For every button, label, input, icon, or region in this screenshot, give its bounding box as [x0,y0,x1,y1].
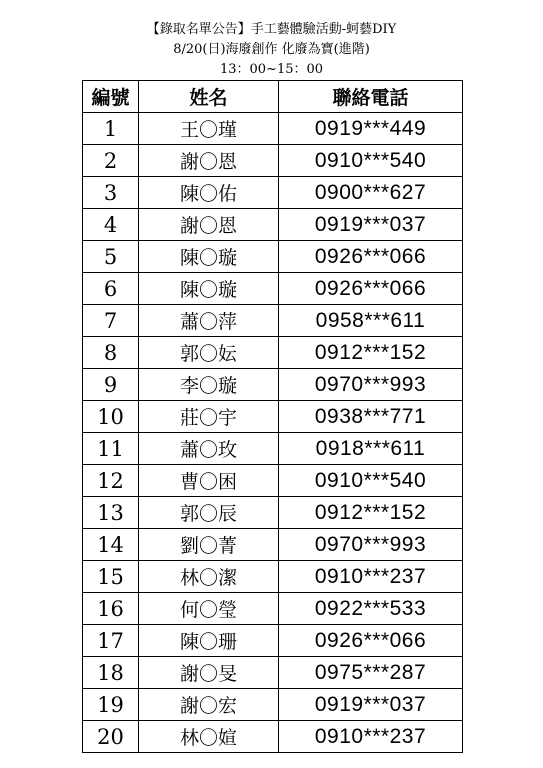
participant-name: 李〇璇 [139,369,279,401]
contact-phone: 0958***611 [279,305,463,337]
participant-name: 王〇瑾 [139,113,279,145]
table-row [83,689,463,721]
table-header-row [83,81,463,113]
row-number: 7 [83,305,139,337]
row-number: 4 [83,209,139,241]
contact-phone: 0938***771 [279,401,463,433]
participant-name: 莊〇宇 [139,401,279,433]
row-number: 16 [83,593,139,625]
table-body [83,113,463,753]
contact-phone: 0910***540 [279,145,463,177]
participant-name: 郭〇辰 [139,497,279,529]
row-number: 14 [83,529,139,561]
column-header-phone: 聯絡電話 [279,81,463,113]
table-row [83,273,463,305]
contact-phone: 0910***237 [279,721,463,753]
row-number: 20 [83,721,139,753]
participant-name: 曹〇困 [139,465,279,497]
contact-phone: 0918***611 [279,433,463,465]
table-row [83,145,463,177]
participant-name: 郭〇妘 [139,337,279,369]
contact-phone: 0926***066 [279,241,463,273]
row-number: 9 [83,369,139,401]
contact-phone: 0919***037 [279,689,463,721]
table-row [83,561,463,593]
row-number: 2 [83,145,139,177]
row-number: 5 [83,241,139,273]
row-number: 19 [83,689,139,721]
contact-phone: 0919***449 [279,113,463,145]
table-row [83,721,463,753]
event-session: 8/20(日)海廢創作 化廢為寶(進階) [173,42,370,57]
row-number: 13 [83,497,139,529]
admission-list-table [82,80,463,753]
table-row [83,593,463,625]
row-number: 17 [83,625,139,657]
row-number: 3 [83,177,139,209]
contact-phone: 0926***066 [279,625,463,657]
contact-phone: 0926***066 [279,273,463,305]
participant-name: 陳〇珊 [139,625,279,657]
participant-name: 陳〇璇 [139,241,279,273]
table-row [83,657,463,689]
table-row [83,305,463,337]
participant-name: 蕭〇萍 [139,305,279,337]
row-number: 12 [83,465,139,497]
row-number: 8 [83,337,139,369]
row-number: 18 [83,657,139,689]
table-row [83,529,463,561]
participant-name: 謝〇恩 [139,145,279,177]
participant-name: 何〇瑩 [139,593,279,625]
table-row [83,241,463,273]
participant-name: 謝〇恩 [139,209,279,241]
participant-name: 謝〇旻 [139,657,279,689]
table-row [83,369,463,401]
table-row [83,433,463,465]
table-row [83,497,463,529]
row-number: 11 [83,433,139,465]
row-number: 1 [83,113,139,145]
contact-phone: 0919***037 [279,209,463,241]
participant-name: 劉〇菁 [139,529,279,561]
announcement-title: 【錄取名單公告】手工藝體驗活動-蚵藝DIY [146,22,397,37]
row-number: 10 [83,401,139,433]
announcement-header [0,20,543,80]
table-row [83,209,463,241]
participant-name: 陳〇佑 [139,177,279,209]
contact-phone: 0975***287 [279,657,463,689]
contact-phone: 0910***237 [279,561,463,593]
table-row [83,465,463,497]
column-header-name: 姓名 [139,81,279,113]
contact-phone: 0970***993 [279,369,463,401]
contact-phone: 0970***993 [279,529,463,561]
table-row [83,625,463,657]
participant-name: 林〇潔 [139,561,279,593]
participant-name: 謝〇宏 [139,689,279,721]
contact-phone: 0910***540 [279,465,463,497]
column-header-number: 編號 [83,81,139,113]
contact-phone: 0922***533 [279,593,463,625]
row-number: 6 [83,273,139,305]
row-number: 15 [83,561,139,593]
table-row [83,177,463,209]
event-time: 13：00~15：00 [219,62,324,77]
contact-phone: 0900***627 [279,177,463,209]
contact-phone: 0912***152 [279,497,463,529]
participant-name: 陳〇璇 [139,273,279,305]
table-row [83,401,463,433]
table-row [83,113,463,145]
contact-phone: 0912***152 [279,337,463,369]
table-row [83,337,463,369]
participant-name: 林〇媗 [139,721,279,753]
participant-name: 蕭〇玫 [139,433,279,465]
